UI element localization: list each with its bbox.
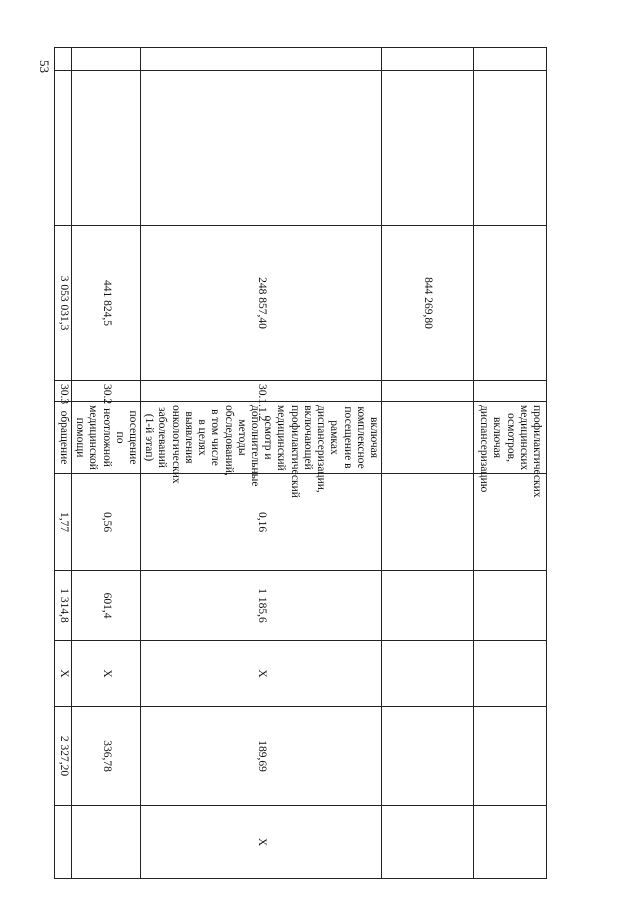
cell-value: 2 327,20 <box>54 707 71 806</box>
cell-value: Х <box>141 641 382 707</box>
cell-value: 248 857,40 <box>141 226 382 381</box>
cell-value: 189,69 <box>141 707 382 806</box>
cell-value: Х <box>54 641 71 707</box>
cell-value: 336,78 <box>71 707 140 806</box>
row-name: включая комплексное посещение в рамках диспансеризации, включающей профилактический медицинский осмотр и дополнительные методы обследований, в том числе в целях выявления онкологических заболеваний (1-й этап) <box>141 402 382 474</box>
cell-value: 1 314,8 <box>54 571 71 641</box>
blank-cell <box>382 571 474 641</box>
page-number: 53 <box>37 60 52 73</box>
cell-value <box>474 641 547 707</box>
blank-cell <box>54 48 71 71</box>
table-row <box>474 48 547 879</box>
blank-cell <box>141 48 382 71</box>
cell-value: 601,4 <box>71 571 140 641</box>
row-name: посещение по неотложной медицинской помощи <box>71 402 140 474</box>
cell-value: Х <box>141 806 382 879</box>
table-row <box>71 48 140 879</box>
blank-cell <box>382 48 474 71</box>
blank-cell <box>71 48 140 71</box>
blank-cell <box>382 806 474 879</box>
table-row <box>141 48 382 879</box>
row-code <box>474 381 547 402</box>
row-name: профилактических медицинских осмотров, включая диспансеризацию <box>474 402 547 474</box>
cell-value <box>474 707 547 806</box>
cell-value: 1 185,6 <box>141 571 382 641</box>
blank-cell <box>474 48 547 71</box>
blank-cell <box>382 474 474 571</box>
row-name: обращение <box>54 402 71 474</box>
blank-cell <box>54 71 71 226</box>
blank-cell <box>382 71 474 226</box>
blank-cell <box>141 71 382 226</box>
data-table <box>54 47 547 879</box>
row-code: 30.2 <box>71 381 140 402</box>
cell-value: 3 053 031,3 <box>54 226 71 381</box>
cell-value <box>474 806 547 879</box>
cell-value: 844 269,80 <box>382 226 474 381</box>
cell-value: 0,56 <box>71 474 140 571</box>
rotated-table-wrapper <box>57 47 547 878</box>
table-row <box>382 48 474 879</box>
table-row <box>54 48 71 879</box>
blank-cell <box>71 806 140 879</box>
cell-value: Х <box>71 641 140 707</box>
blank-cell <box>474 226 547 381</box>
cell-value: 0,16 <box>141 474 382 571</box>
blank-cell <box>382 381 474 402</box>
cell-value <box>474 571 547 641</box>
blank-cell <box>382 707 474 806</box>
blank-cell <box>382 641 474 707</box>
cell-value: 1,77 <box>54 474 71 571</box>
row-code: 30.1.1.2 <box>141 381 382 402</box>
blank-cell <box>54 806 71 879</box>
row-code: 30.3 <box>54 381 71 402</box>
blank-cell <box>71 71 140 226</box>
blank-cell <box>382 402 474 474</box>
cell-value: 441 824,5 <box>71 226 140 381</box>
blank-cell <box>474 71 547 226</box>
